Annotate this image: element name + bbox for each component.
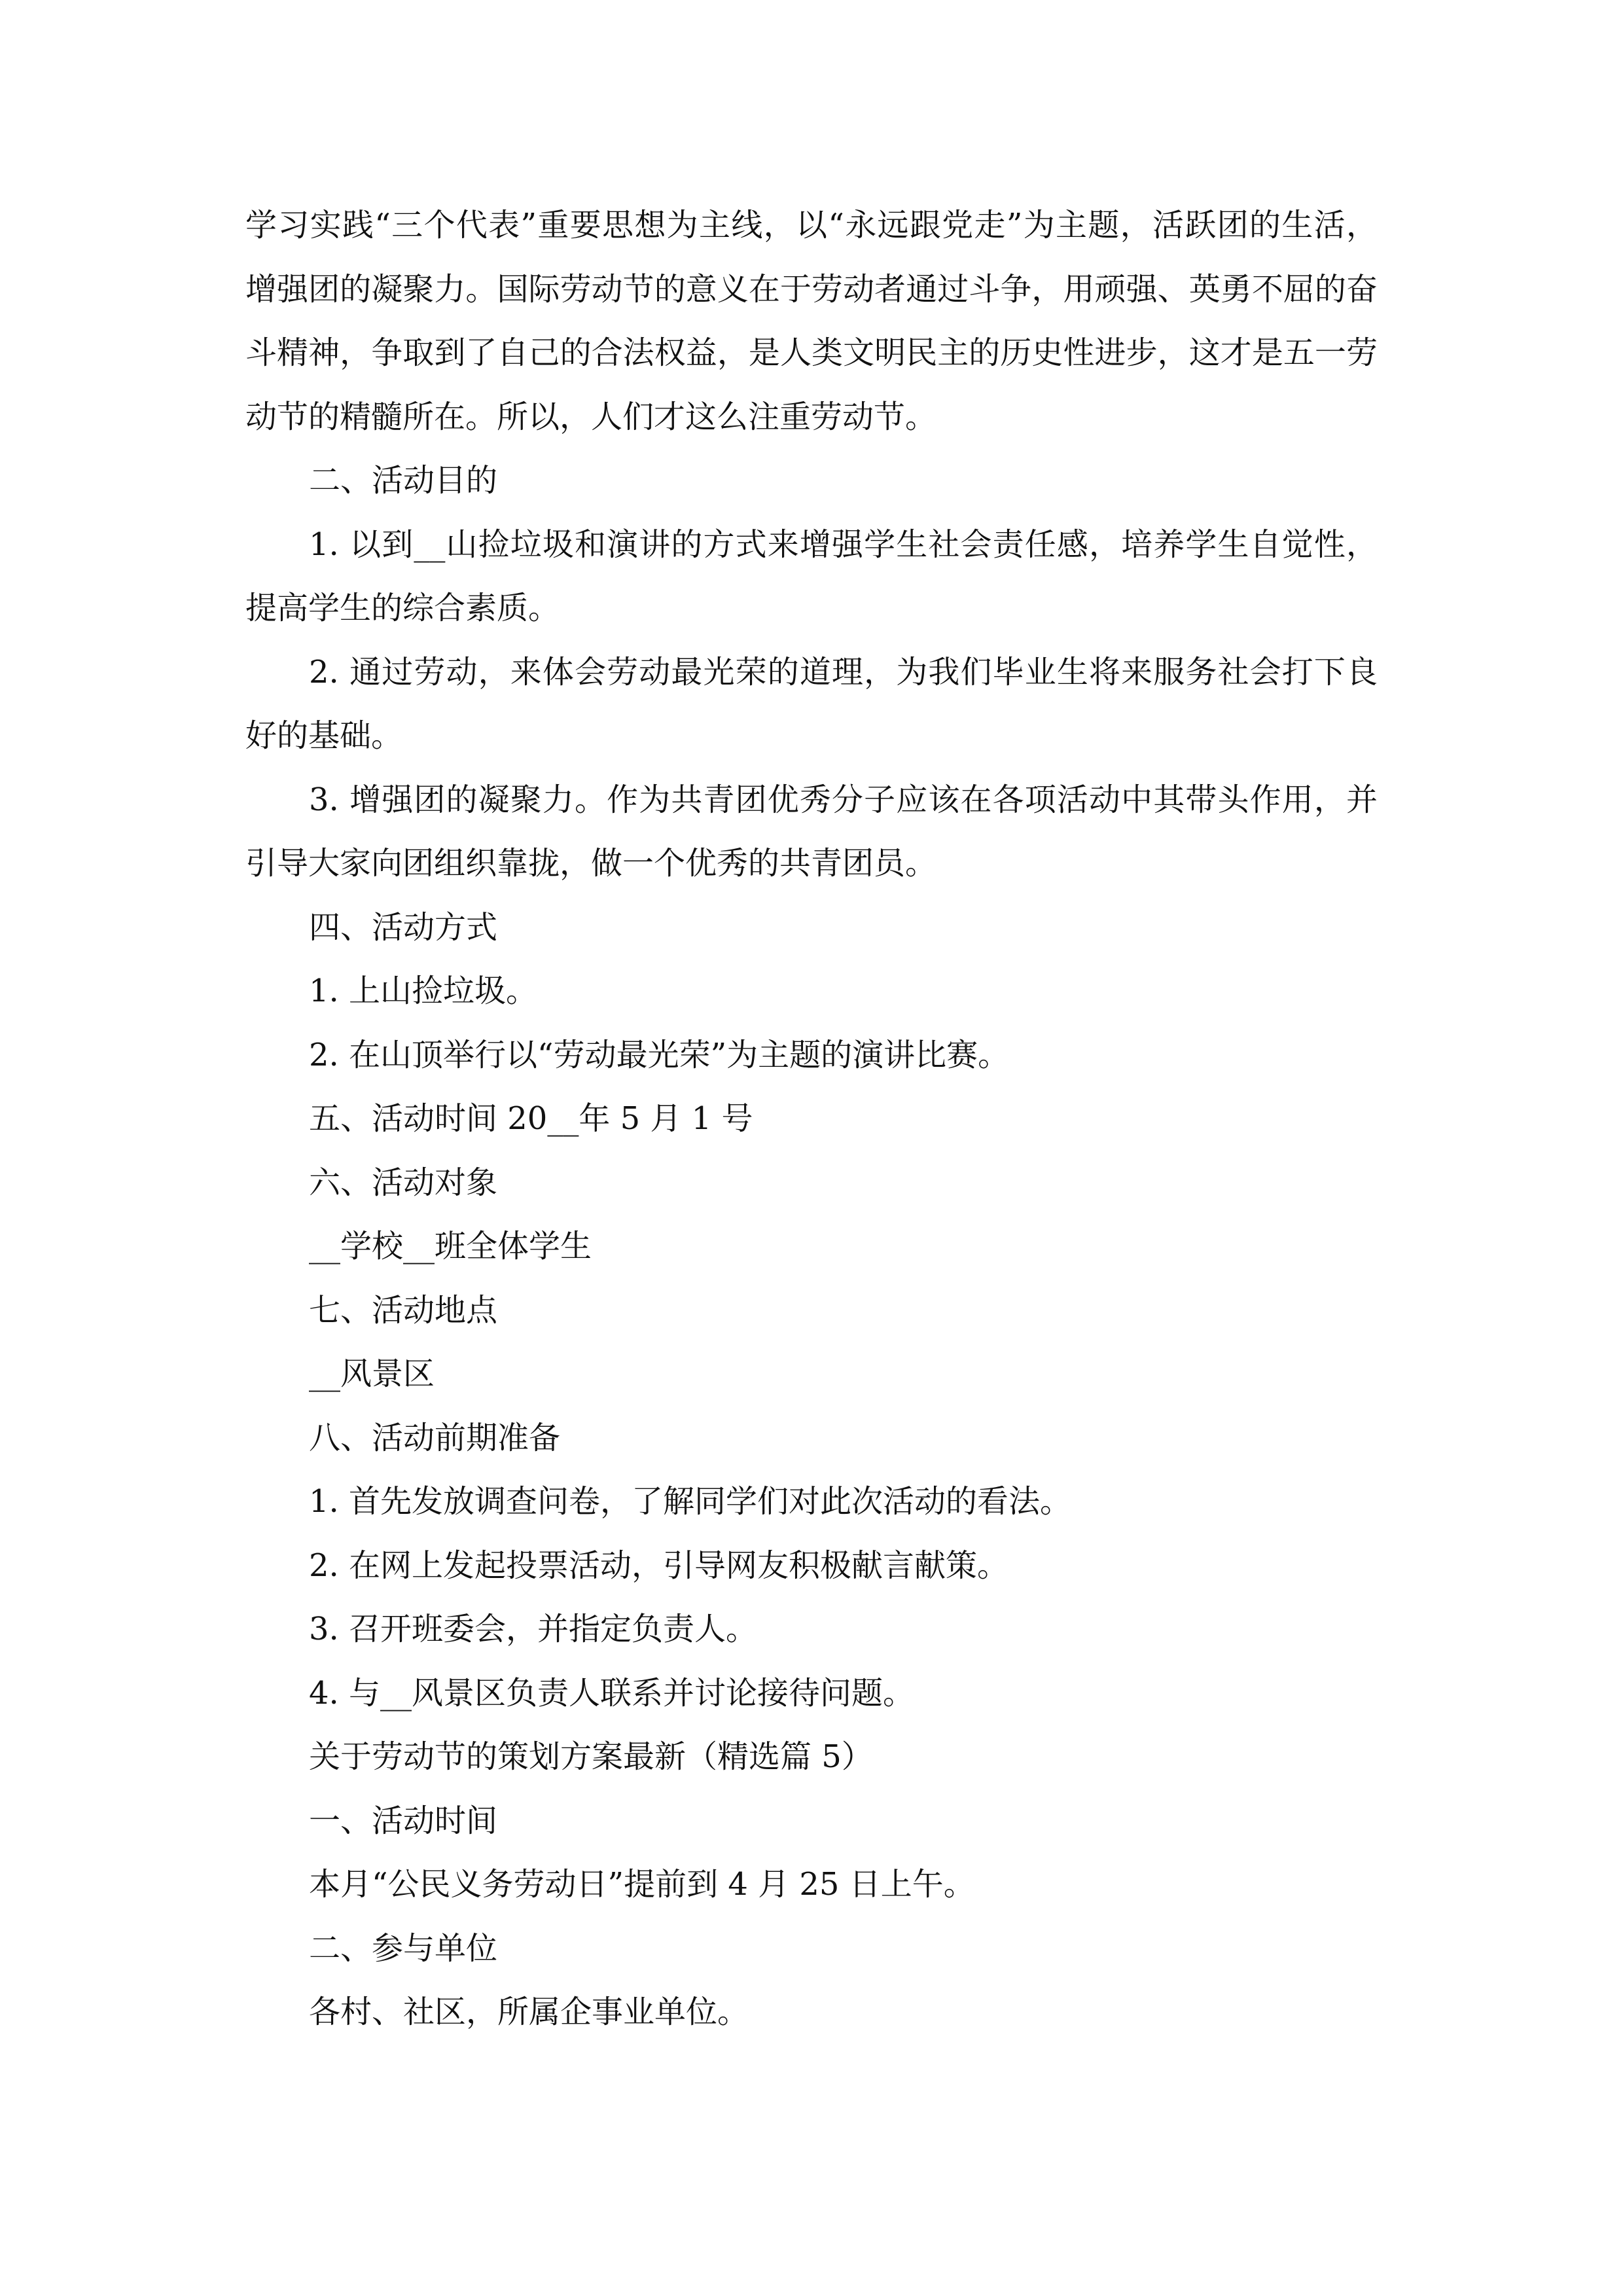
activity-target-text: __学校__班全体学生 <box>309 1228 592 1265</box>
list-item-method-1: 1. 上山捡垃圾。 <box>309 973 538 1009</box>
participants-text: 各村、社区，所属企事业单位。 <box>309 1994 749 2030</box>
section-heading-preparation: 八、活动前期准备 <box>309 1419 561 1456</box>
list-item-preparation-4: 4. 与__风景区负责人联系并讨论接待问题。 <box>309 1674 915 1712</box>
list-item-preparation-1: 1. 首先发放调查问卷，了解同学们对此次活动的看法。 <box>309 1483 1072 1520</box>
section-heading-activity-location: 七、活动地点 <box>309 1291 498 1329</box>
time-text: 本月“公民义务劳动日”提前到 4 月 25 日上午。 <box>309 1866 975 1903</box>
list-item-method-2: 2. 在山顶举行以“劳动最光荣”为主题的演讲比赛。 <box>309 1036 1010 1073</box>
document-body <box>245 194 1378 2045</box>
list-item-purpose-3: 3. 增强团的凝聚力。作为共青团优秀分子应该在各项活动中其带头作用，并引导大家向团组织靠拢，做一个优秀的共青团员。 <box>245 781 1378 882</box>
section-heading-participants: 二、参与单位 <box>309 1929 498 1967</box>
body-paragraph: 学习实践“三个代表”重要思想为主线，以“永远跟党走”为主题，活跃团的生活，增强团的凝聚力。国际劳动节的意义在于劳动者通过斗争，用顽强、英勇不屈的奋斗精神，争取到了自己的合法权益，是人类文明民主的历史性进步，这才是五一劳动节的精髓所在。所以，人们才这么注重劳动节。 <box>245 207 1378 435</box>
list-item-purpose-2: 2. 通过劳动，来体会劳动最光荣的道理，为我们毕业生将来服务社会打下良好的基础。 <box>245 653 1378 754</box>
section-heading-activity-method: 四、活动方式 <box>309 908 498 946</box>
activity-location-text: __风景区 <box>309 1355 435 1392</box>
section-heading-activity-time: 五、活动时间 20__年 5 月 1 号 <box>309 1100 753 1137</box>
article-title: 关于劳动节的策划方案最新（精选篇 5） <box>309 1738 873 1775</box>
section-heading-time: 一、活动时间 <box>309 1802 498 1839</box>
list-item-purpose-1: 1. 以到__山捡垃圾和演讲的方式来增强学生社会责任感，培养学生自觉性，提高学生的综合素质。 <box>245 526 1378 626</box>
list-item-preparation-2: 2. 在网上发起投票活动，引导网友积极献言献策。 <box>309 1547 1009 1584</box>
list-item-preparation-3: 3. 召开班委会，并指定负责人。 <box>309 1611 758 1647</box>
section-heading-activity-target: 六、活动对象 <box>309 1164 498 1201</box>
section-heading-activity-purpose: 二、活动目的 <box>309 462 498 499</box>
